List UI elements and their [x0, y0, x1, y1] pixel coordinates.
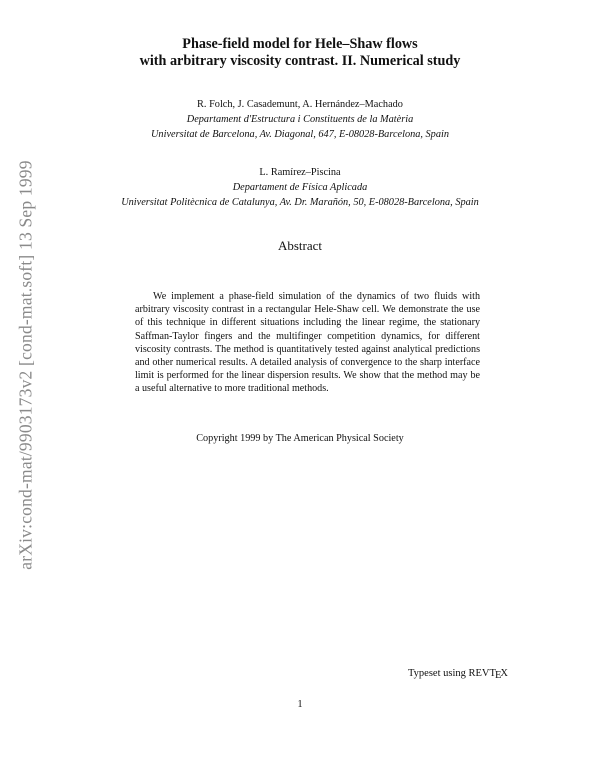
typeset-notice [408, 668, 508, 679]
page-number: 1 [297, 699, 303, 710]
arxiv-identifier: arXiv:cond-mat/9903173v2 [cond-mat.soft] 13 Sep 1999 [15, 160, 36, 570]
typeset-prefix: Typeset using REVT [408, 668, 496, 679]
author-block-2 [0, 165, 600, 210]
typeset-tex-e: E [494, 670, 502, 681]
affiliation-1-university: Universitat de Barcelona, Av. Diagonal, 647, E-08028-Barcelona, Spain [151, 129, 449, 140]
abstract-text: We implement a phase-field simulation of the dynamics of two fluids with arbitrary viscosity contrast in a rectangular Hele-Shaw cell. We demonstrate the use of this technique in different situations including the linear regime, the stationary Saffman-Taylor fingers and the multifinger competition dynamics, for different viscosity contrasts. The method is quantitatively tested against analytical predictions and other numerical results. A detailed analysis of convergence to the sharp interface limit is performed for the linear dispersion results. We show that the method may be a useful alternative to more traditional methods. [135, 291, 480, 395]
abstract-heading: Abstract [277, 238, 323, 253]
affiliation-2-department: Departament de Física Aplicada [232, 182, 368, 193]
author-block-1 [0, 97, 600, 142]
authors-group-1: R. Folch, J. Casademunt, A. Hernández–Machado [197, 99, 403, 110]
affiliation-2-university: Universitat Politècnica de Catalunya, Av. Dr. Marañón, 50, E-08028-Barcelona, Spain [121, 197, 479, 208]
copyright-notice: Copyright 1999 by The American Physical Society [196, 433, 404, 444]
paper-title [0, 36, 600, 70]
affiliation-1-department: Departament d'Estructura i Constituents de la Matèria [186, 114, 414, 125]
typeset-tex-x: X [500, 668, 508, 679]
title-line-1: Phase-field model for Hele–Shaw flows [182, 36, 418, 52]
authors-group-2: L. Ramírez–Piscina [259, 167, 341, 178]
title-line-2: with arbitrary viscosity contrast. II. Numerical study [139, 53, 461, 69]
